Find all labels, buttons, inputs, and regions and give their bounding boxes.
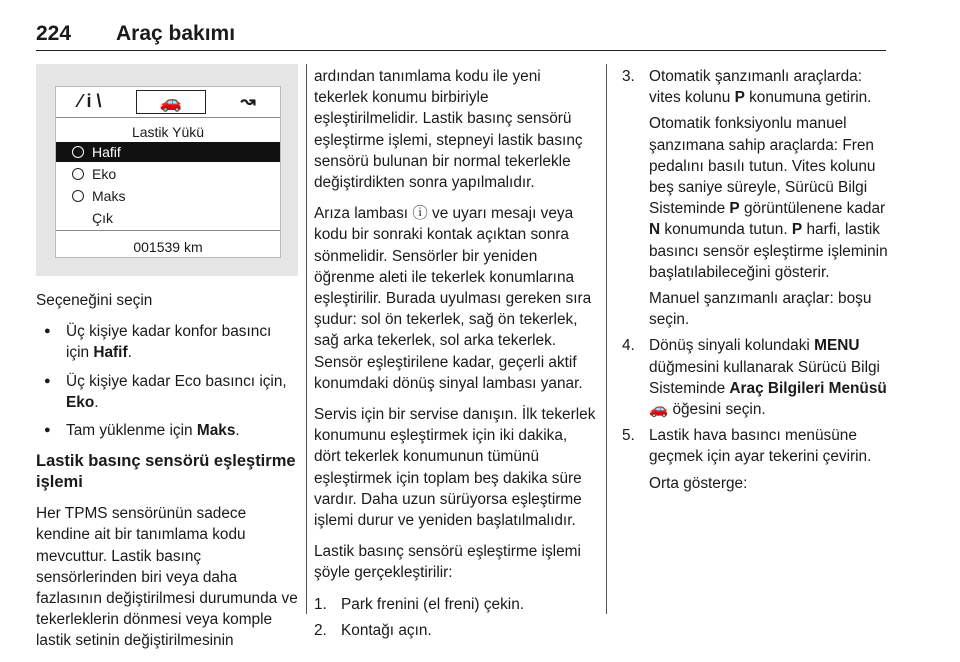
menu-title: Lastik Yükü xyxy=(131,124,205,140)
info-display-screen xyxy=(55,86,281,258)
paragraph: Arıza lambası ⓘ ve uyarı mesajı veya kodu bir sonraki kontak açıktan sonra sönmelidir. Sensörler bir yeniden öğrenme aleti ile tekerlek konumlarına eşleştirilir. Burada uyulması gereken sıra şudur: sol ön tekerlek, sağ ön tekerlek, sağ arka tekerlek, sol arka tekerlek. Sensör eşleştirilene kadar, geçerli aktif konumdaki dönüş sinyal lambası yanar. xyxy=(314,205,592,392)
odometer: 001539 km xyxy=(56,230,280,258)
list-item: 4. Dönüş sinyali kolundaki MENU düğmesini kullanarak Sürücü Bilgi Sisteminde Araç Bilgileri Menüsü 🚗 öğesini seçin. xyxy=(622,337,887,419)
radio-icon xyxy=(72,190,84,202)
trip-info-icon: ⁄ i \ xyxy=(78,91,102,111)
column-divider xyxy=(606,64,607,614)
paragraph: ardından tanımlama kodu ile yeni tekerlek konumu birbiriyle eşleştirilmelidir. Lastik basınç sensörü eşleştirme işlemi, stepneyi lastik basınç sensörü bulunan bir normal tekerlekle değiştirdikten sonra yapılmalıdır. xyxy=(314,68,583,192)
option-label: Hafif xyxy=(92,144,121,160)
list-item: 2. Kontağı açın. xyxy=(314,621,432,639)
section-heading: Lastik basınç sensörü eşleştirme işlemi xyxy=(36,452,296,492)
list-item: ● Tam yüklenme için Maks. xyxy=(36,420,298,441)
column-divider xyxy=(306,64,307,614)
radio-icon xyxy=(72,168,84,180)
paragraph: Her TPMS sensörünün sadece kendine ait bir tanımlama kodu mevcuttur. Lastik basınç sensörlerinden biri veya daha fazlasının değiştirilmesi durumunda ve tekerleklerin dönmesi veya komple lastik setinin değiştirilmesinin xyxy=(36,505,298,650)
display-figure xyxy=(36,64,298,276)
page-header xyxy=(36,14,886,51)
list-item: 1. Park frenini (el freni) çekin. xyxy=(314,595,525,613)
column-left xyxy=(36,64,298,662)
vehicle-info-icon: 🚗 xyxy=(136,90,206,114)
list-item: ● Üç kişiye kadar Eco basıncı için, Eko. xyxy=(36,371,298,413)
page-title: Araç bakımı xyxy=(116,22,236,45)
steps-list xyxy=(314,594,596,641)
paragraph: Lastik basınç sensörü eşleştirme işlemi şöyle gerçekleştirilir: xyxy=(314,543,581,582)
column-middle xyxy=(314,66,596,646)
column-right xyxy=(622,66,888,499)
steps-list xyxy=(622,66,888,494)
list-item: 3. Otomatik şanzımanlı araçlarda: vites kolunu P konumuna getirin. Otomatik fonksiyonlu manuel şanzımana sahip araçlarda: Fren pedalını basılı tutun. Vites kolunu beş saniye süreyle, Sürücü Bilgi Sisteminde P görüntülenene kadar N konumunda tutun. P harfi, lastik basıncı sensör eşleştirme işleminin başlatılabileceğini gösterir. Manuel şanzımanlı araçlar: boşu seçin. xyxy=(622,68,888,329)
option-hafif xyxy=(56,142,280,162)
radio-icon xyxy=(72,146,84,158)
option-label: Çık xyxy=(92,210,113,226)
road-icon: ↝ xyxy=(240,91,256,111)
display-icon-bar xyxy=(56,87,280,118)
option-maks xyxy=(56,186,280,206)
list-item: 5. Lastik hava basıncı menüsüne geçmek için ayar tekerini çevirin. Orta gösterge: xyxy=(622,427,872,492)
option-label: Maks xyxy=(92,188,126,204)
option-eko xyxy=(56,164,280,184)
page-number: 224 xyxy=(36,22,72,45)
bullet-list xyxy=(36,321,298,441)
option-label: Eko xyxy=(92,166,117,182)
list-item: ● Üç kişiye kadar konfor basıncı için Hafif. xyxy=(36,321,298,363)
paragraph: Servis için bir servise danışın. İlk tekerlek konumunu eşleştirmek için iki dakika, dört tekerlek konumunun tümünü eşleştirmek için toplam beş dakika süre vardır. Daha uzun sürüyorsa eşleştirme işlemi durur ve yeniden başlatılmalıdır. xyxy=(314,406,596,530)
option-exit xyxy=(56,208,280,228)
intro-text: Seçeneğini seçin xyxy=(36,292,153,309)
